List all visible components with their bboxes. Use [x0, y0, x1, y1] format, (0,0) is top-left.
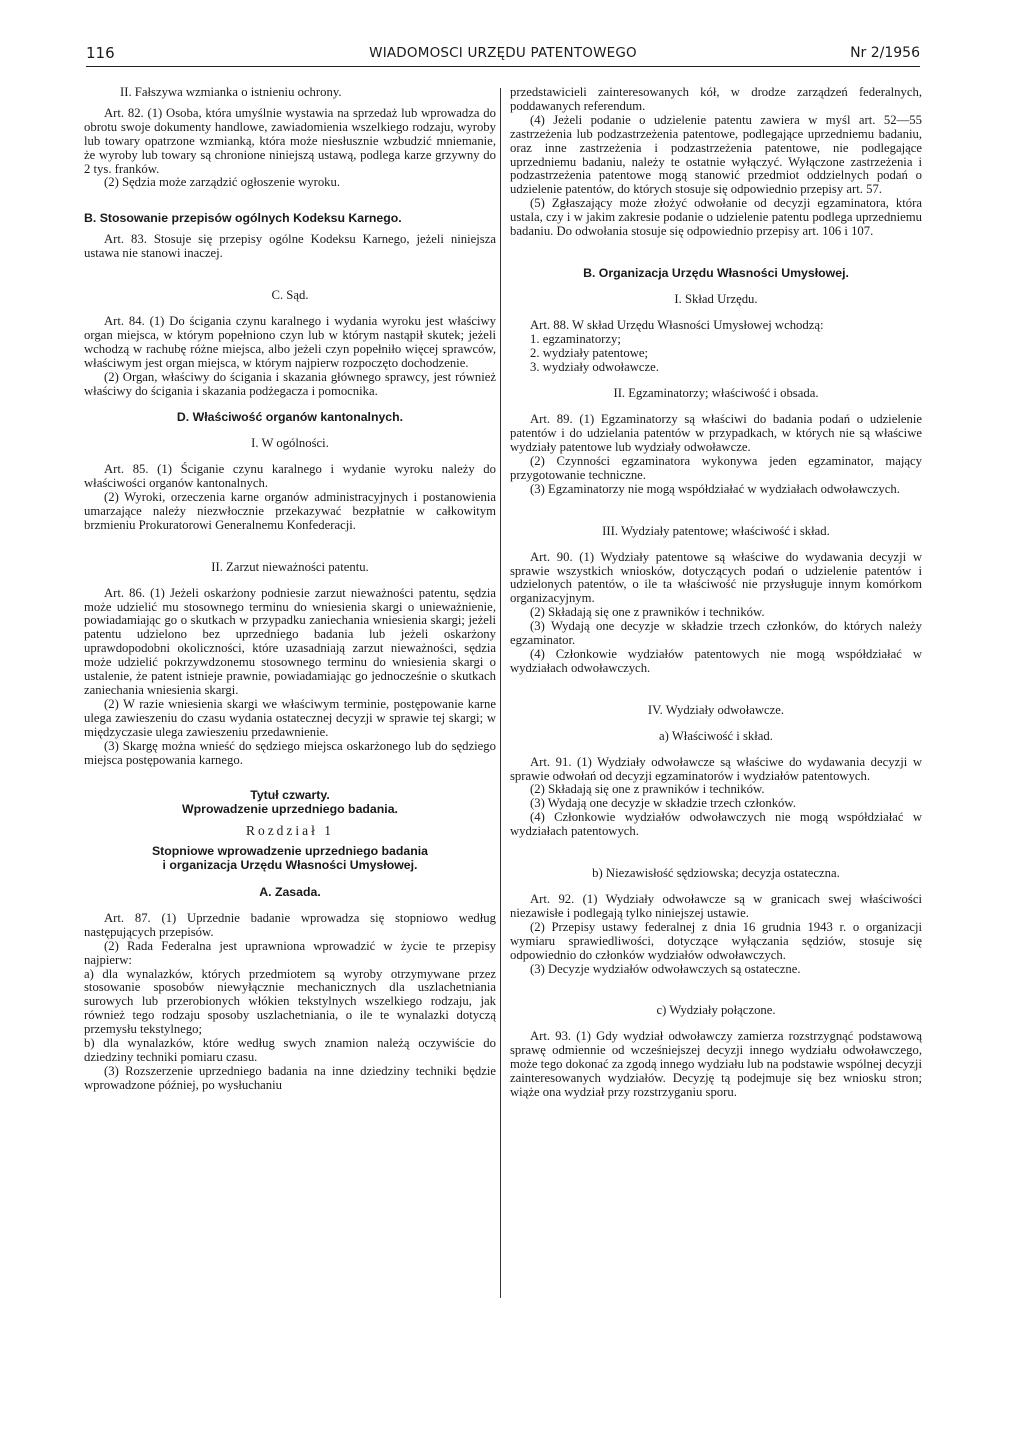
continued-text: przedstawicieli zainteresowanych kół, w drodze zarządzeń federalnych, poddawanych referendum. [510, 85, 922, 113]
article-87-a: a) dla wynalazków, których przedmiotem są wyroby otrzymywane przez stosowanie sposobów niewyłącznie mechanicznych dla uszlachetniania surowych lub przerobionych włókien tekstylnych wszelkiego rodzaju, jak również tego rodzaju sposoby uszlachetniania, o ile te wynalazki dotyczą przemysłu tekstylnego; [84, 966, 496, 1037]
title-heading: Wprowadzenie uprzedniego badania. [182, 802, 398, 817]
article-91-1: Art. 91. (1) Wydziały odwoławcze są właściwe do wydawania decyzji w sprawie odwołań od decyzji egzaminatorów i wydziałów patentowych. [510, 754, 922, 783]
subsection-heading: I. Skład Urzędu. [674, 291, 758, 306]
column-divider [500, 88, 501, 1298]
article-87-2: (2) Rada Federalna jest uprawniona wprowadzić w życie te przepisy najpierw: [84, 938, 496, 967]
article-91-2: (2) Składają się one z prawników i techników. [530, 782, 765, 797]
subsection-heading: IV. Wydziały odwoławcze. [647, 702, 785, 717]
subsection-heading: III. Wydziały patentowe; właściwość i skład. [602, 523, 830, 538]
issue-number: Nr 2/1956 [850, 45, 920, 61]
article-90-4: (4) Członkowie wydziałów patentowych nie mogą współdziałać w wydziałach odwoławczych. [510, 647, 922, 675]
article-83: Art. 83. Stosuje się przepisy ogólne Kodeksu Karnego, jeżeli niniejsza ustawa nie stanowi inaczej. [84, 232, 496, 261]
section-heading: II. Fałszywa wzmianka o istnieniu ochrony. [120, 85, 342, 99]
article-90-2: (2) Składają się one z prawników i techników. [530, 605, 765, 620]
subsection-heading: II. Zarzut nieważności patentu. [211, 559, 369, 574]
article-89-2: (2) Czynności egzaminatora wykonywa jeden egzaminator, mający przygotowanie techniczne. [510, 454, 922, 482]
article-89-3: (3) Egzaminatorzy nie mogą współdziałać w wydziałach odwoławczych. [530, 481, 900, 496]
article-87-b: b) dla wynalazków, które według swych znamion należą oczywiście do dziedziny techniki pomiaru czasu. [84, 1036, 496, 1064]
article-91-4: (4) Członkowie wydziałów odwoławczych nie mogą współdziałać w wydziałach patentowych. [510, 810, 922, 839]
section-heading: D. Właściwość organów kantonalnych. [176, 410, 404, 425]
list-item: 1. egzaminatorzy; [530, 331, 621, 346]
title-heading: Tytuł czwarty. [250, 788, 330, 803]
article-87-1: Art. 87. (1) Uprzednie badanie wprowadza się stopniowo według następujących przepisów. [84, 910, 496, 939]
page-header [86, 44, 920, 67]
section-heading: B. Stosowanie przepisów ogólnych Kodeksu Karnego. [84, 211, 402, 226]
chapter-heading: Rozdział 1 [245, 823, 335, 839]
subsection-heading: c) Wydziały połączone. [656, 1003, 776, 1018]
subsection-heading: a) Właściwość i skład. [659, 728, 773, 743]
article-92-3: (3) Decyzje wydziałów odwoławczych są ostateczne. [530, 961, 801, 976]
article-91-3: (3) Wydają one decyzje w składzie trzech członków. [530, 796, 796, 811]
subsection-heading: b) Niezawisłość sędziowska; decyzja ostateczna. [592, 866, 840, 881]
right-column [510, 86, 922, 1100]
article-86-3: (3) Skargę można wnieść do sędziego miejsca oskarżonego lub do sędziego miejsca postępowania karnego. [84, 738, 496, 767]
chapter-title: Stopniowe wprowadzenie uprzedniego badania [151, 844, 429, 859]
article-82-1: Art. 82. (1) Osoba, która umyślnie wystawia na sprzedaż lub wprowadza do obrotu swoje dokumenty handlowe, zawiadomienia wszelkiego rodzaju, wyroby lub towary opatrzone wzmianką, która może niesłusznie wzbudzić mniemanie, że wyroby lub towary są chronione niniejszą ustawą, podlega karze grzywny do 2 tys. franków. [84, 105, 496, 176]
article-93-1: Art. 93. (1) Gdy wydział odwoławczy zamierza rozstrzygnąć podstawową sprawę odmiennie od wcześniejszej decyzji innego wydziału odwoławczego, może tego dokonać za zgodą innego wydziału lub na podstawie wspólnej decyzji zainteresowanych wydziałów. Decyzję tą podejmuje się bez wniosku stron; wiąże ona wydział przy rozstrzyganiu sporu. [510, 1029, 922, 1099]
article-87-3: (3) Rozszerzenie uprzedniego badania na inne dziedziny techniki będzie wprowadzone później, po wysłuchaniu [84, 1063, 496, 1092]
section-heading: C. Sąd. [271, 288, 309, 303]
article-87-4: (4) Jeżeli podanie o udzielenie patentu zawiera w myśl art. 52—55 zastrzeżenia lub podzastrzeżenia patentowe, podlegające uprzedniemu badaniu, oraz inne zastrzeżenia i podzastrzeżenia patentowe, nie podlegające uprzedniemu badaniu, należy te ostatnie wyłączyć. Wyłączone zastrzeżenia i podzastrzeżenia patentowe mogą stanowić przedmiot oddzielnych podań o udzielenie patentów, do których stosuje się odpowiednio przepisy art. 57. [510, 112, 922, 197]
subsection-heading: II. Egzaminatorzy; właściwość i obsada. [613, 386, 819, 401]
section-heading: A. Zasada. [259, 884, 321, 899]
article-92-2: (2) Przepisy ustawy federalnej z dnia 16 grudnia 1943 r. o organizacji wymiaru sprawiedliwości, dotyczące wyłączania sędziów, stosuje się odpowiednio do członków wydziałów odwoławczych. [510, 919, 922, 962]
article-85-2: (2) Wyroki, orzeczenia karne organów administracyjnych i postanowienia umarzające należy niezwłocznie przekazywać bezpłatnie w całkowitym brzmieniu Prokuratorowi Generalnemu Konfederacji. [84, 490, 496, 532]
chapter-title: i organizacja Urzędu Własności Umysłowej. [162, 858, 418, 873]
article-88: Art. 88. W skład Urzędu Własności Umysłowej wchodzą: [530, 317, 824, 332]
list-item: 2. wydziały patentowe; [530, 345, 649, 360]
article-84-2: (2) Organ, właściwy do ścigania i skazania głównego sprawcy, jest również właściwy do ścigania i skazania podżegacza i pomocnika. [84, 369, 496, 398]
article-87-5: (5) Zgłaszający może złożyć odwołanie od decyzji egzaminatora, która ustala, czy i w jakim zakresie podanie o udzielenie patentu podlega uprzedniemu badaniu. Do odwołania stosuje się odpowiednio przepisy art. 106 i 107. [510, 196, 922, 239]
article-85-1: Art. 85. (1) Ściganie czynu karalnego i wydanie wyroku należy do właściwości organów kantonalnych. [84, 462, 496, 491]
article-86-2: (2) W razie wniesienia skargi we właściwym terminie, postępowanie karne ulega zawieszeniu do czasu wydania ostatecznej decyzji w sprawie tej skargi; w międzyczasie ulega zawieszeniu przedawnienie. [84, 696, 496, 739]
article-92-1: Art. 92. (1) Wydziały odwoławcze są w granicach swej właściwości niezawisłe i podlegają tylko niniejszej ustawie. [510, 891, 922, 920]
article-90-3: (3) Wydają one decyzje w składzie trzech członków, do których należy egzaminator. [510, 619, 922, 648]
subsection-heading: I. W ogólności. [251, 436, 329, 451]
article-89-1: Art. 89. (1) Egzaminatorzy są właściwi do badania podań o udzielenie patentów i do udzielania patentów w przypadkach, w których nie są właściwe wydziały patentowe lub wydziały odwoławcze. [510, 412, 922, 455]
page-number: 116 [86, 44, 115, 62]
section-heading: B. Organizacja Urzędu Własności Umysłowej. [583, 265, 849, 280]
article-84-1: Art. 84. (1) Do ścigania czynu karalnego i wydania wyroku jest właściwy organ miejsca, w którym popełniono czyn lub w którym nastąpił skutek; jeżeli wchodzą w rachubę różne miejsca, albo jeżeli czyn popełniło więcej sprawców, właściwym jest organ miejsca, w którym najpierw rozpoczęto dochodzenie. [84, 313, 496, 370]
left-column [84, 86, 496, 1093]
article-90-1: Art. 90. (1) Wydziały patentowe są właściwe do wydawania decyzji w sprawie wszystkich wniosków, dotyczących podań o udzielenie patentów i udzielonych patentów, o ile ta właściwość nie przysługuje innym komórkom organizacyjnym. [510, 549, 922, 606]
list-item: 3. wydziały odwoławcze. [530, 359, 659, 374]
article-86-1: Art. 86. (1) Jeżeli oskarżony podniesie zarzut nieważności patentu, sędzia może udzielić mu stosownego terminu do wniesienia skargi o unieważnienie, powiadamiając go o skutkach w przypadku zaniechania wniesienia skargi; jeżeli patentu udzielono bez uprzedniego badania lub jeżeli oskarżony uprawdopodobni okoliczności, które uzasadniają zarzut nieważności, sędzia może udzielić pokrzywdzonemu stosownego terminu do wniesienia skargi o ustalenie, że patent istnieje prawnie, powiadamiając go jednocześnie o skutkach zaniechania wniesienia skargi. [84, 585, 496, 697]
article-82-2: (2) Sędzia może zarządzić ogłoszenie wyroku. [104, 175, 341, 190]
journal-title: WIADOMOSCI URZĘDU PATENTOWEGO [369, 45, 637, 61]
